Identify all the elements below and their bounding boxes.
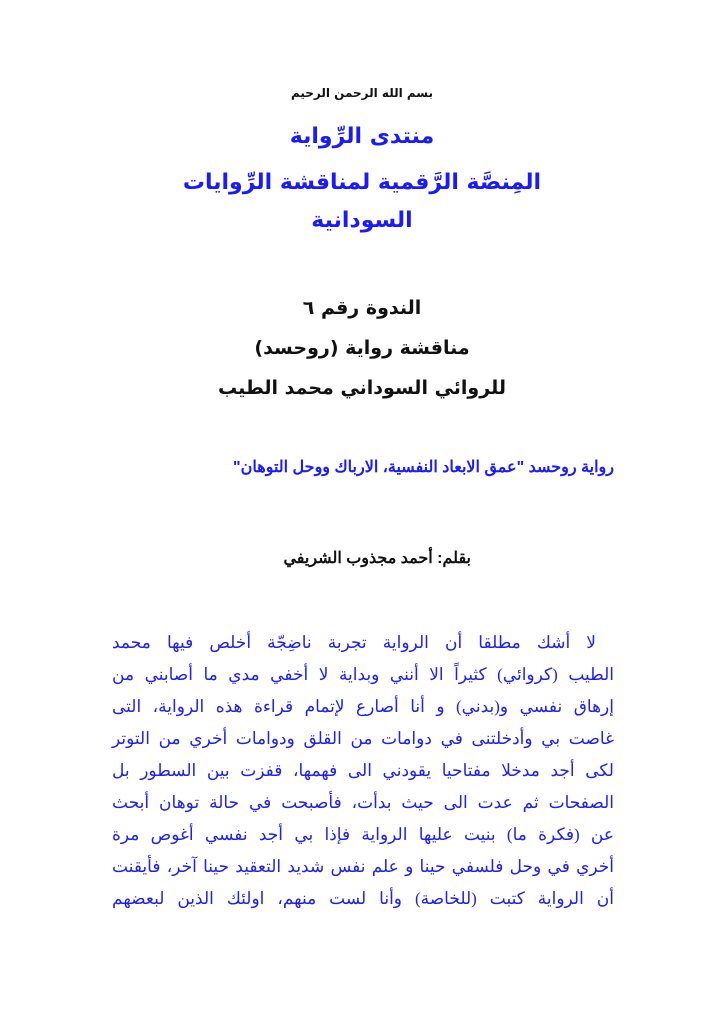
body-line: عن (فكرة ما) بنيت عليها الرواية فإذا بي أجد نفسي أغوص مرة <box>112 825 614 844</box>
body-line: لا أشك مطلقا أن الرواية تجربة ناضِجّة أخلص فيها محمد <box>112 633 596 652</box>
seminar-number: الندوة رقم ٦ <box>302 297 422 319</box>
body-line: أن الرواية كتبت (للخاصة) وأنا لست منهم، اولئك الذين لبعضهم <box>112 889 614 908</box>
essay-byline: بقلم: أحمد مجذوب الشريفي <box>283 550 471 567</box>
body-line: الطيب (كروائي) كثيراً الا أنني وبداية لا أخفي مدي ما أصابني من <box>112 665 614 684</box>
forum-subtitle-line1: المِنصَّة الرَّقمية لمناقشة الرِّوايات <box>182 170 542 195</box>
essay-title: رواية روحسد "عمق الابعاد النفسية، الارباك ووحل التوهان" <box>233 459 614 476</box>
body-line: لكى أجد مدخلا مفتاحيا يقودني الى فهمها، قفزت بين السطور بل <box>112 761 614 780</box>
forum-subtitle-line2: السودانية <box>311 208 413 233</box>
body-line: أخري في وحل فلسفي حينا و علم نفس شديد التعقيد حينا آخر، فأيقنت <box>112 857 614 876</box>
body-line: الصفحات ثم عدت الى حيث بدأت، فأصبحت في حالة توهان أبحث <box>112 793 614 812</box>
forum-title: منتدى الرِّواية <box>289 124 435 149</box>
seminar-author: للروائي السوداني محمد الطيب <box>218 377 506 399</box>
seminar-topic: مناقشة رواية (روحسد) <box>254 337 470 359</box>
body-line: غاصت بي وأدخلتنى في دوامات من القلق ودوامات أخري من التوتر <box>112 729 614 748</box>
basmala: بسم الله الرحمن الرحيم <box>290 86 434 100</box>
body-line: إرهاق نفسي و(بدني) و أنا أصارع لإتمام قراءة هذه الرواية، التى <box>112 697 614 716</box>
